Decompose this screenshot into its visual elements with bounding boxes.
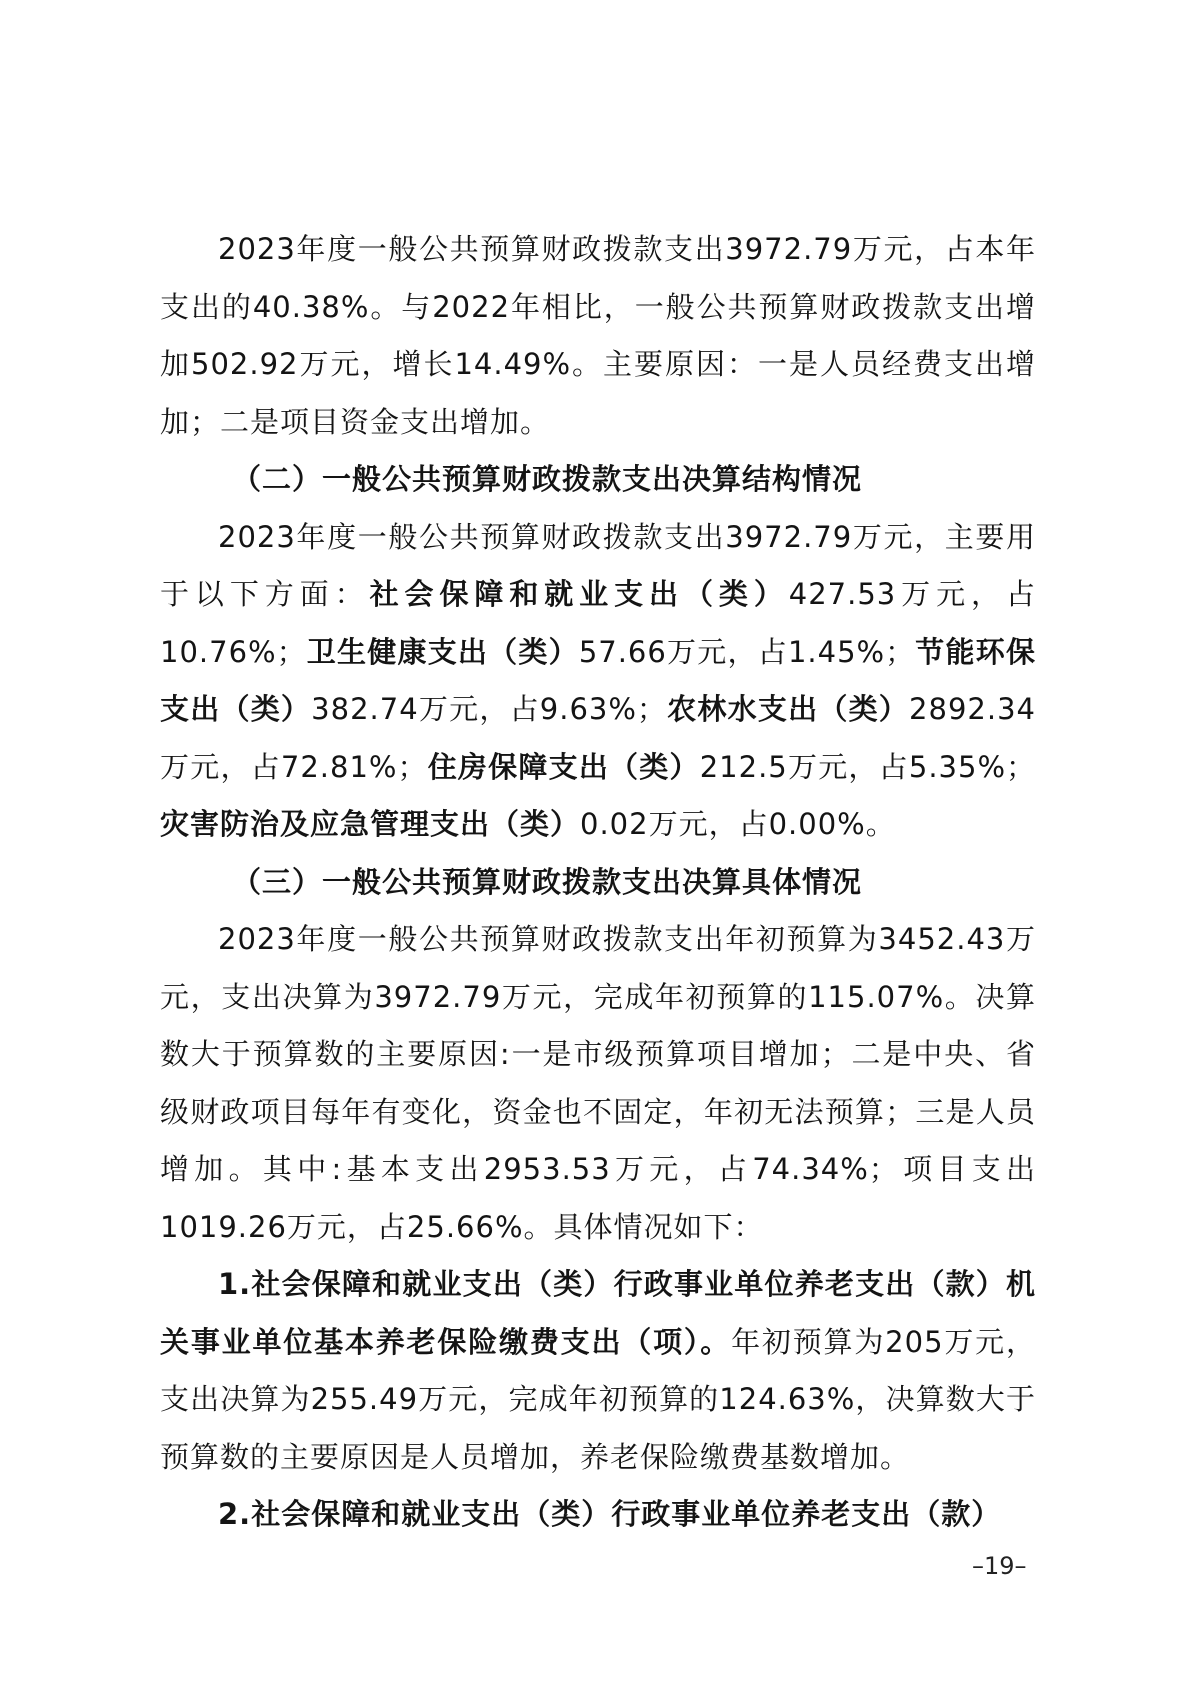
category-health: 卫生健康支出（类） [306,634,579,669]
category-social-security-amount: 427.53万元，占10.76%； [160,577,1036,669]
item-2-title: 2.社会保障和就业支出（类）行政事业单位养老支出（款） [218,1497,1002,1531]
heading-text: （二）一般公共预算财政拨款支出决算结构情况 [232,462,863,496]
document-body [160,221,1036,1544]
heading-text: （三）一般公共预算财政拨款支出决算具体情况 [232,864,863,899]
paragraph-item-2 [160,1486,1036,1544]
paragraph-expenditure-structure [160,509,1036,854]
paragraph-text: 2023年度一般公共预算财政拨款支出3972.79万元，占本年支出的40.38%。与2022年相比，一般公共预算财政拨款支出增加502.92万元，增长14.49%。主要原因：一是人员经费支出增加；二是项目资金支出增加。 [160,232,1036,439]
paragraph-item-1 [160,1256,1036,1486]
paragraph-text: 2023年度一般公共预算财政拨款支出3972.79万元，主要用于以下方面： [160,519,1036,611]
category-disaster: 灾害防治及应急管理支出（类） [160,807,581,841]
category-housing-amount: 212.5万元，占5.35%； [699,749,1037,784]
item-1-title: 1.社会保障和就业支出（类）行政事业单位养老支出（款）机关事业单位基本养老保险缴费支出（项）。 [160,1267,1036,1359]
category-agriculture-amount: 2892.34万元，占72.81%； [160,692,1036,784]
section-heading-details [160,854,1036,912]
page-number: –19– [972,1552,1027,1580]
category-health-amount: 57.66万元，占1.45%； [578,634,916,669]
section-heading-structure [160,451,1036,509]
category-social-security: 社会保障和就业支出（类） [369,577,789,611]
category-disaster-amount: 0.02万元，占0.00%。 [580,807,896,841]
category-environment-amount: 382.74万元，占9.63%； [311,692,667,726]
category-environment: 节能环保支出（类） [160,634,1036,726]
paragraph-expenditure-overview [160,221,1036,451]
category-agriculture: 农林水支出（类） [666,692,910,726]
category-housing: 住房保障支出（类） [427,749,700,784]
item-1-text: 年初预算为205万元，支出决算为255.49万元，完成年初预算的124.63%，决算数大于预算数的主要原因是人员增加，养老保险缴费基数增加。 [160,1324,1036,1474]
paragraph-budget-details [160,911,1036,1256]
paragraph-text: 2023年度一般公共预算财政拨款支出年初预算为3452.43万元，支出决算为3972.79万元，完成年初预算的115.07%。决算数大于预算数的主要原因:一是市级预算项目增加；二是中央、省级财政项目每年有变化，资金也不固定，年初无法预算；三是人员增加。其中:基本支出2953.53万元，占74.34%；项目支出1019.26万元，占25.66%。具体情况如下： [160,922,1036,1244]
